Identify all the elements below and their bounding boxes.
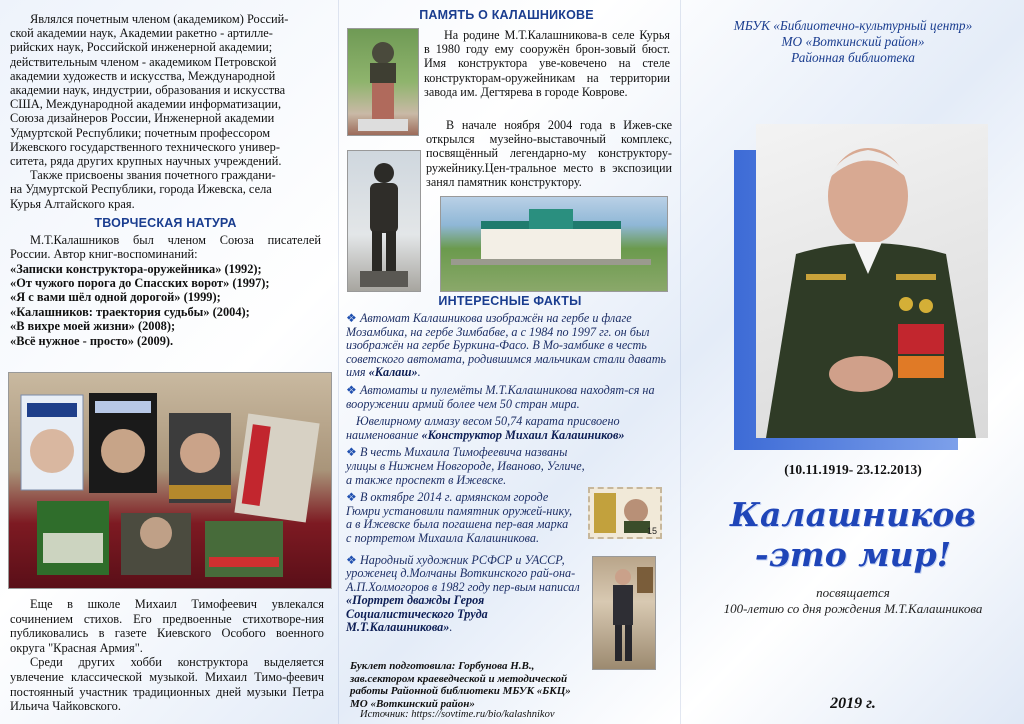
list-item: «От чужого порога до Спасских ворот» (1997); bbox=[10, 276, 270, 291]
books-list bbox=[10, 262, 321, 348]
list-item: «Записки конструктора-оружейника» (1992); bbox=[10, 261, 262, 276]
year: 2019 г. bbox=[830, 695, 876, 712]
stamp-image bbox=[588, 487, 662, 539]
fact-mozambique: ❖ Автомат Калашникова изображён на гербе и флаге Мозамбика, на гербе Зимбабве, а с 1984 по 1997 гг. он был изображён на гербе Буркина-Фасо. В Мо-замбике в честь советского автомата, родившимся мальчикам стали давать имя «Калаш». bbox=[346, 311, 667, 380]
books-photo bbox=[8, 372, 332, 589]
bust-photo bbox=[347, 28, 419, 136]
fact-armies: ❖ Автоматы и пулемёты М.Т.Калашникова находят-ся на вооружении армий более чем 50 стран мира. bbox=[346, 382, 655, 411]
dedication: посвящается 100-летию со дня рождения М.Т.Калашникова bbox=[723, 585, 983, 616]
fact-gyumri: ❖ В октябре 2014 г. армянском городе Гюмри установили памятник оружей-нику, а в Ижевске была погашена пер-вая марка с портретом Михаила Калашникова. bbox=[346, 490, 573, 545]
painter-photo bbox=[592, 556, 656, 670]
list-item: «Я с вами шёл одной дорогой» (1999); bbox=[10, 290, 221, 305]
panel-right bbox=[682, 0, 1024, 724]
heading-memory: ПАМЯТЬ О КАЛАШНИКОВЕ bbox=[419, 8, 594, 22]
diamond-bullet-icon: ❖ bbox=[346, 311, 357, 325]
writers-union-text: М.Т.Калашников был членом Союза писателей России. Автор книг-воспоминаний: bbox=[10, 232, 321, 262]
statue-illustration bbox=[348, 151, 420, 291]
memory-text-1: На родине М.Т.Калашникова-в селе Курья в 1980 году ему сооружён брон-зовый бюст. Имя конструктора уве-ковечено на стеле конструкторам-оружейникам на территории завода им. Дегтярева в городе Коврове. bbox=[424, 28, 670, 99]
diamond-bullet-icon: ❖ bbox=[346, 490, 357, 505]
books-illustration bbox=[9, 373, 331, 588]
fold-line-right bbox=[680, 0, 681, 724]
memory-text-2: В начале ноября 2004 года в Ижев-ске открылся музейно-выставочный комплекс, посвящённый легендарно-му конструктору- ружейнику.Цен-тральное место в экспозиции занял памятник конструктору. bbox=[426, 118, 672, 189]
fact-diamond: Ювелирному алмазу весом 50,74 карата присвоено наименование «Конструктор Михаил Калашников» bbox=[346, 414, 625, 442]
fact-streets: ❖ В честь Михаила Тимофеевича названы улицы в Нижнем Новгороде, Иваново, Угличе, а также проспект в Ижевске. bbox=[346, 445, 585, 487]
poetry-paragraph: Еще в школе Михаил Тимофеевич увлекался сочинением стихов. Его предвоенные стихотворе-ния публиковались в газете Киевского Особого военного округа "Красная Армия". bbox=[10, 597, 324, 655]
bust-illustration bbox=[348, 29, 418, 135]
list-item: «Калашников: траектория судьбы» (2004); bbox=[10, 304, 250, 319]
prepared-by: Буклет подготовила: Горбунова Н.В., зав.сектором краеведческой и методической работы Районной библиотеки МБУК «БКЦ» МО «Воткинский район» bbox=[350, 660, 571, 710]
stamp-value: 15 bbox=[646, 526, 657, 536]
intro-paragraph: Являлся почетным членом (академиком) Россий- ской академии наук, Академии ракетно - артилле- рийских наук, Российской инженерной академии; действительным членом - академиком Петровской академии художеств и искусства, Международной академии наук, индустрии, образования и искусства США, Международной академии информатизации, Союза дизайнеров России, Инженерной академии Удмуртской Республики; почетным профессором Ижевского государственного технического универ- ситета, ряда других крупных научных учреждений. Также присвоены звания почетного граждани- на Удмуртской Республики, города Ижевска, села Курья Алтайского края. bbox=[10, 12, 289, 211]
hobbies-section bbox=[10, 597, 324, 714]
fact-portrait: ❖ Народный художник РСФСР и УАССР, уроженец д.Молчаны Воткинского рай-она-А.П.Холмогоров в 1982 году пер-вым написал «Портрет дважды Героя Социалистического Труда М.Т.Калашникова». bbox=[346, 552, 580, 635]
heading-facts: ИНТЕРЕСНЫЕ ФАКТЫ bbox=[438, 294, 582, 308]
museum-photo bbox=[440, 196, 668, 292]
list-item: «В вихре моей жизни» (2008); bbox=[10, 319, 176, 334]
diamond-bullet-icon: ❖ bbox=[346, 552, 357, 567]
portrait-photo bbox=[756, 124, 988, 438]
main-title: Калашников -это мир! bbox=[730, 495, 976, 574]
diamond-bullet-icon: ❖ bbox=[346, 445, 357, 460]
life-dates: (10.11.1919- 23.12.2013) bbox=[784, 462, 922, 477]
list-item: «Всё нужное - просто» (2009). bbox=[10, 333, 174, 348]
statue-photo bbox=[347, 150, 421, 292]
kalashnikov-portrait-illustration bbox=[756, 124, 988, 438]
source-link[interactable]: Источник: https://sovtime.ru/bio/kalashnikov bbox=[360, 709, 555, 720]
museum-illustration bbox=[441, 197, 667, 291]
fold-line-left bbox=[338, 0, 339, 724]
music-paragraph: Среди других хобби конструктора выделяется увлечение классической музыкой. Михаил Тимо-феевич постоянный участник традиционных дней музыки Петра Ильича Чайковского. bbox=[10, 655, 324, 714]
heading-creative-nature: ТВОРЧЕСКАЯ НАТУРА bbox=[94, 215, 237, 230]
diamond-bullet-icon: ❖ bbox=[346, 382, 357, 397]
organization-header: МБУК «Библиотечно-культурный центр» МО «Воткинский район» Районная библиотека bbox=[733, 18, 973, 65]
painter-illustration bbox=[593, 557, 655, 669]
